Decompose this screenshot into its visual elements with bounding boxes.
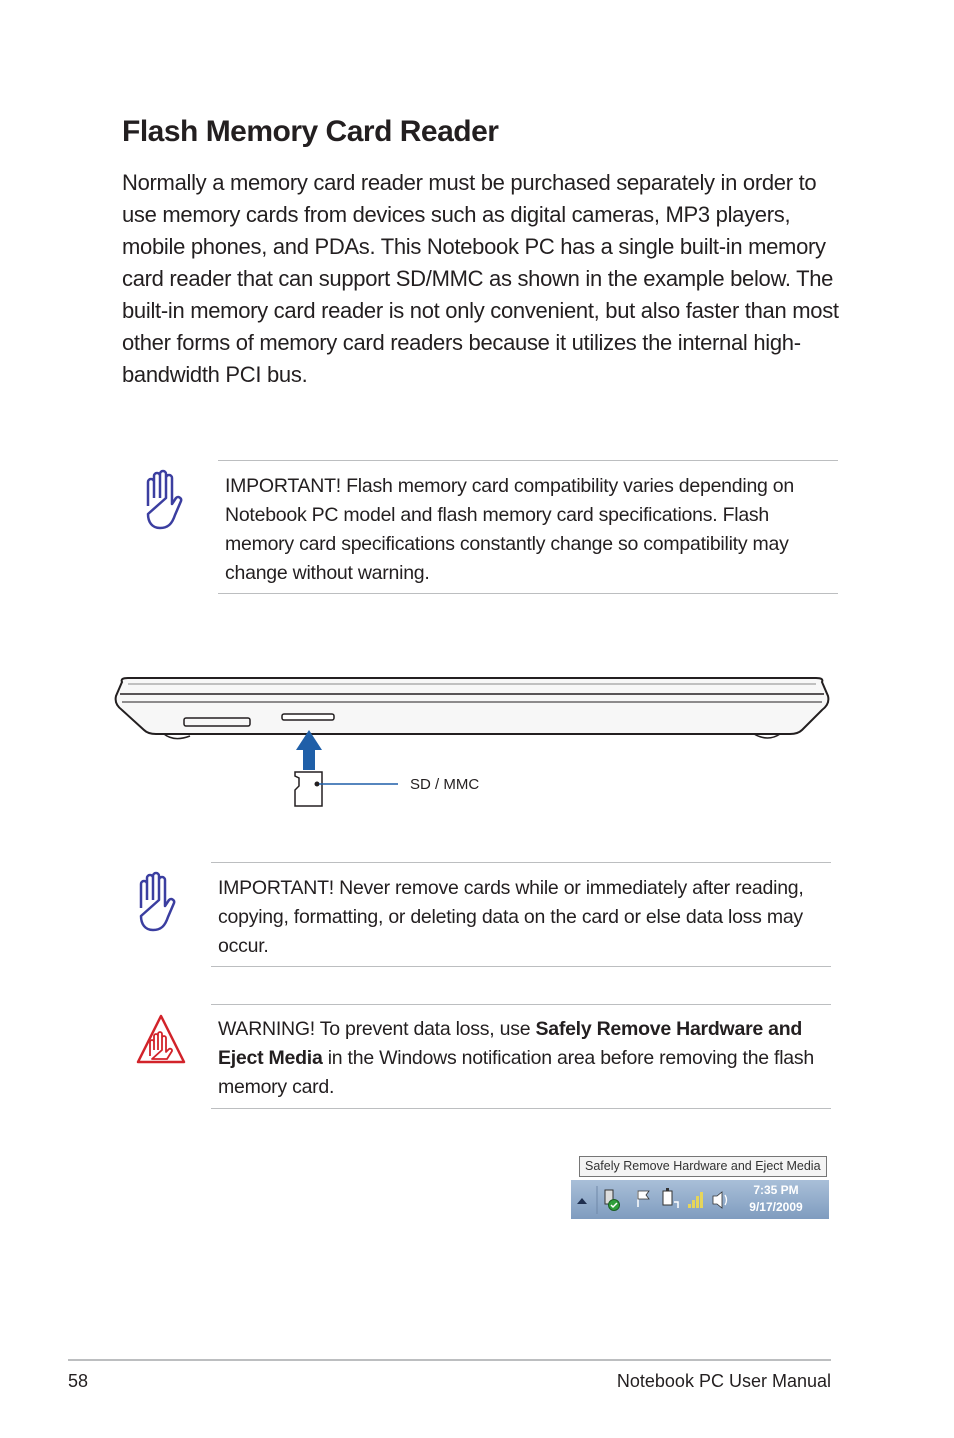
page-number: 58 bbox=[68, 1371, 89, 1391]
important-note-compatibility: IMPORTANT! Flash memory card compatibility varies depending on Notebook PC model and flash memory card specifications. Flash memory card specifications constantly change so compatibility may change without warning. bbox=[225, 475, 794, 584]
warning-suffix: in the Windows notification area before removing the flash memory card. bbox=[218, 1047, 814, 1098]
intro-paragraph: Normally a memory card reader must be purchased separately in order to use memory cards from devices such as digital cameras, MP3 players, mobile phones, and PDAs. This Notebook PC has a single built-in memory card reader that can support SD/MMC as shown in the example below. The built-in memory card reader is not only convenient, but also faster than most other forms of memory card readers because it utilizes the internal high-bandwidth PCI bus. bbox=[122, 170, 839, 387]
hand-icon bbox=[133, 870, 181, 934]
warning-note bbox=[218, 1015, 830, 1102]
footer-rule bbox=[68, 1359, 831, 1361]
safely-remove-hardware-icon[interactable] bbox=[605, 1190, 620, 1211]
tray-date: 9/17/2009 bbox=[749, 1200, 803, 1214]
warning-icon bbox=[134, 1012, 188, 1068]
note-bottom-rule bbox=[218, 593, 838, 594]
warning-prefix: WARNING! To prevent data loss, use bbox=[218, 1018, 536, 1040]
tray-tooltip: Safely Remove Hardware and Eject Media bbox=[579, 1156, 827, 1177]
action-center-flag-icon[interactable] bbox=[638, 1191, 649, 1207]
note2-bottom-rule bbox=[211, 966, 831, 967]
manual-title: Notebook PC User Manual bbox=[616, 1371, 831, 1391]
sd-mmc-label: SD / MMC bbox=[410, 776, 480, 793]
note-top-rule bbox=[218, 460, 838, 461]
warning-bold-text: Safely Remove Hardware and Eject Media bbox=[218, 1018, 803, 1069]
show-hidden-icons-icon[interactable] bbox=[577, 1198, 587, 1204]
tray-clock[interactable] bbox=[746, 1182, 806, 1216]
page-title: Flash Memory Card Reader bbox=[122, 115, 499, 148]
warning-bottom-rule bbox=[211, 1108, 831, 1109]
tray-icons bbox=[571, 1180, 746, 1219]
volume-icon[interactable] bbox=[713, 1192, 727, 1208]
note2-top-rule bbox=[211, 862, 831, 863]
warning-top-rule bbox=[211, 1004, 831, 1005]
hand-icon bbox=[140, 468, 188, 532]
network-signal-icon[interactable] bbox=[688, 1192, 703, 1208]
power-icon[interactable] bbox=[663, 1188, 678, 1208]
important-note-removal: IMPORTANT! Never remove cards while or immediately after reading, copying, formatting, or deleting data on the card or else data loss may occur. bbox=[218, 877, 804, 957]
tray-time: 7:35 PM bbox=[753, 1183, 799, 1197]
